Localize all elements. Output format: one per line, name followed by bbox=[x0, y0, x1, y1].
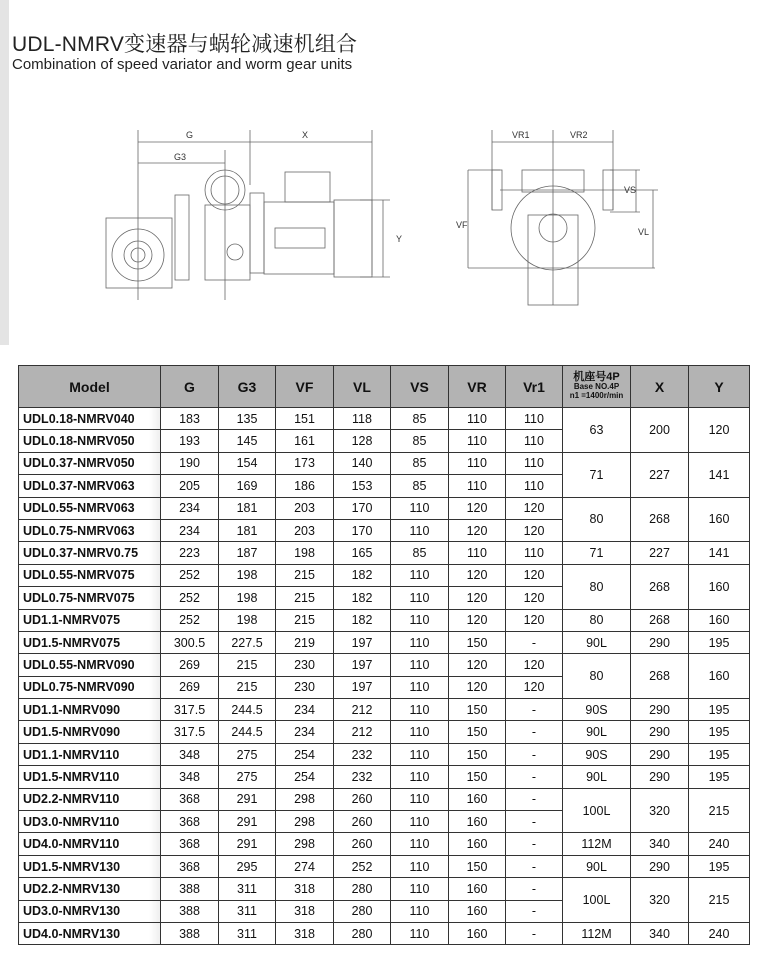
value-cell: 275 bbox=[219, 743, 276, 765]
table-row bbox=[19, 743, 750, 765]
column-header: Y bbox=[689, 366, 750, 408]
model-cell: UDL0.75-NMRV063 bbox=[19, 519, 161, 541]
value-cell: - bbox=[506, 631, 563, 653]
value-cell: 215 bbox=[219, 676, 276, 698]
page-title: UDL-NMRV变速器与蜗轮减速机组合 bbox=[12, 33, 358, 56]
value-cell: 252 bbox=[334, 855, 391, 877]
value-cell: 118 bbox=[334, 408, 391, 430]
value-cell: 300.5 bbox=[161, 631, 219, 653]
model-cell: UDL0.55-NMRV075 bbox=[19, 564, 161, 586]
value-cell: 186 bbox=[276, 475, 334, 497]
value-cell: 190 bbox=[161, 452, 219, 474]
model-cell: UD1.5-NMRV130 bbox=[19, 855, 161, 877]
value-cell: 368 bbox=[161, 811, 219, 833]
value-cell: 269 bbox=[161, 654, 219, 676]
table-row bbox=[19, 631, 750, 653]
x-cell: 320 bbox=[631, 878, 689, 923]
value-cell: 165 bbox=[334, 542, 391, 564]
model-cell: UD4.0-NMRV130 bbox=[19, 922, 161, 944]
model-cell: UD3.0-NMRV110 bbox=[19, 811, 161, 833]
value-cell: - bbox=[506, 922, 563, 944]
base-cell: 90L bbox=[563, 855, 631, 877]
column-header: VR bbox=[449, 366, 506, 408]
value-cell: 280 bbox=[334, 922, 391, 944]
value-cell: 120 bbox=[506, 654, 563, 676]
value-cell: - bbox=[506, 743, 563, 765]
value-cell: 110 bbox=[506, 542, 563, 564]
value-cell: 160 bbox=[449, 900, 506, 922]
value-cell: 120 bbox=[449, 676, 506, 698]
base-cell: 71 bbox=[563, 542, 631, 564]
base-cell: 90S bbox=[563, 699, 631, 721]
value-cell: 135 bbox=[219, 408, 276, 430]
value-cell: 252 bbox=[161, 609, 219, 631]
value-cell: - bbox=[506, 699, 563, 721]
value-cell: 120 bbox=[449, 497, 506, 519]
value-cell: 110 bbox=[449, 430, 506, 452]
x-cell: 290 bbox=[631, 699, 689, 721]
y-cell: 195 bbox=[689, 721, 750, 743]
value-cell: 110 bbox=[506, 452, 563, 474]
value-cell: 388 bbox=[161, 922, 219, 944]
value-cell: 160 bbox=[449, 878, 506, 900]
dim-label-vs: VS bbox=[624, 185, 637, 195]
value-cell: 120 bbox=[449, 564, 506, 586]
value-cell: - bbox=[506, 878, 563, 900]
model-cell: UDL0.18-NMRV040 bbox=[19, 408, 161, 430]
base-cell: 71 bbox=[563, 452, 631, 497]
value-cell: 298 bbox=[276, 811, 334, 833]
value-cell: 120 bbox=[506, 587, 563, 609]
value-cell: 110 bbox=[391, 699, 449, 721]
model-cell: UD2.2-NMRV110 bbox=[19, 788, 161, 810]
value-cell: 181 bbox=[219, 497, 276, 519]
value-cell: 212 bbox=[334, 699, 391, 721]
value-cell: 244.5 bbox=[219, 721, 276, 743]
model-cell: UD1.5-NMRV110 bbox=[19, 766, 161, 788]
page-edge-shade bbox=[0, 0, 9, 345]
value-cell: 260 bbox=[334, 833, 391, 855]
y-cell: 141 bbox=[689, 452, 750, 497]
value-cell: 280 bbox=[334, 900, 391, 922]
model-cell: UD1.1-NMRV110 bbox=[19, 743, 161, 765]
x-cell: 290 bbox=[631, 855, 689, 877]
value-cell: 110 bbox=[391, 497, 449, 519]
value-cell: 120 bbox=[449, 519, 506, 541]
value-cell: 311 bbox=[219, 900, 276, 922]
model-cell: UDL0.18-NMRV050 bbox=[19, 430, 161, 452]
value-cell: 275 bbox=[219, 766, 276, 788]
value-cell: 161 bbox=[276, 430, 334, 452]
table-row bbox=[19, 788, 750, 810]
value-cell: - bbox=[506, 900, 563, 922]
base-header-en: Base NO.4P bbox=[573, 382, 620, 391]
value-cell: 254 bbox=[276, 766, 334, 788]
value-cell: - bbox=[506, 811, 563, 833]
y-cell: 240 bbox=[689, 833, 750, 855]
base-cell: 112M bbox=[563, 922, 631, 944]
x-cell: 340 bbox=[631, 922, 689, 944]
table-row bbox=[19, 609, 750, 631]
value-cell: 169 bbox=[219, 475, 276, 497]
value-cell: 215 bbox=[219, 654, 276, 676]
value-cell: 205 bbox=[161, 475, 219, 497]
value-cell: 368 bbox=[161, 855, 219, 877]
column-header: X bbox=[631, 366, 689, 408]
y-cell: 240 bbox=[689, 922, 750, 944]
table-row bbox=[19, 699, 750, 721]
x-cell: 268 bbox=[631, 654, 689, 699]
value-cell: 110 bbox=[449, 475, 506, 497]
value-cell: 120 bbox=[506, 676, 563, 698]
value-cell: 160 bbox=[449, 811, 506, 833]
value-cell: 298 bbox=[276, 788, 334, 810]
value-cell: 110 bbox=[391, 922, 449, 944]
value-cell: 150 bbox=[449, 743, 506, 765]
value-cell: 203 bbox=[276, 497, 334, 519]
table-row bbox=[19, 878, 750, 900]
value-cell: 182 bbox=[334, 564, 391, 586]
value-cell: 232 bbox=[334, 766, 391, 788]
value-cell: 120 bbox=[449, 609, 506, 631]
x-cell: 290 bbox=[631, 743, 689, 765]
value-cell: 110 bbox=[391, 811, 449, 833]
value-cell: 110 bbox=[506, 475, 563, 497]
model-cell: UDL0.75-NMRV075 bbox=[19, 587, 161, 609]
model-cell: UD2.2-NMRV130 bbox=[19, 878, 161, 900]
dimension-table bbox=[18, 365, 750, 945]
value-cell: 110 bbox=[391, 900, 449, 922]
value-cell: 280 bbox=[334, 878, 391, 900]
value-cell: 110 bbox=[391, 609, 449, 631]
value-cell: 153 bbox=[334, 475, 391, 497]
base-cell: 90S bbox=[563, 743, 631, 765]
value-cell: 160 bbox=[449, 833, 506, 855]
dim-label-y: Y bbox=[396, 234, 403, 244]
value-cell: 388 bbox=[161, 878, 219, 900]
value-cell: 348 bbox=[161, 766, 219, 788]
y-cell: 215 bbox=[689, 788, 750, 833]
value-cell: 260 bbox=[334, 811, 391, 833]
value-cell: 85 bbox=[391, 408, 449, 430]
value-cell: 298 bbox=[276, 833, 334, 855]
x-cell: 290 bbox=[631, 631, 689, 653]
value-cell: - bbox=[506, 766, 563, 788]
value-cell: 212 bbox=[334, 721, 391, 743]
value-cell: 182 bbox=[334, 587, 391, 609]
base-cell: 100L bbox=[563, 788, 631, 833]
value-cell: 219 bbox=[276, 631, 334, 653]
value-cell: 234 bbox=[161, 497, 219, 519]
value-cell: 110 bbox=[391, 766, 449, 788]
value-cell: 252 bbox=[161, 564, 219, 586]
value-cell: 85 bbox=[391, 542, 449, 564]
dim-label-vl: VL bbox=[638, 227, 650, 237]
model-cell: UDL0.55-NMRV063 bbox=[19, 497, 161, 519]
value-cell: 198 bbox=[219, 609, 276, 631]
value-cell: 388 bbox=[161, 900, 219, 922]
value-cell: 170 bbox=[334, 519, 391, 541]
value-cell: 150 bbox=[449, 631, 506, 653]
value-cell: 145 bbox=[219, 430, 276, 452]
value-cell: 203 bbox=[276, 519, 334, 541]
value-cell: 348 bbox=[161, 743, 219, 765]
dim-label-vf: VF bbox=[456, 220, 468, 230]
x-cell: 200 bbox=[631, 408, 689, 453]
value-cell: 110 bbox=[391, 676, 449, 698]
value-cell: 150 bbox=[449, 699, 506, 721]
value-cell: 110 bbox=[391, 721, 449, 743]
y-cell: 120 bbox=[689, 408, 750, 453]
value-cell: 317.5 bbox=[161, 699, 219, 721]
value-cell: 227.5 bbox=[219, 631, 276, 653]
x-cell: 340 bbox=[631, 833, 689, 855]
value-cell: 120 bbox=[506, 497, 563, 519]
column-header: VL bbox=[334, 366, 391, 408]
model-cell: UDL0.37-NMRV063 bbox=[19, 475, 161, 497]
value-cell: 85 bbox=[391, 475, 449, 497]
y-cell: 160 bbox=[689, 609, 750, 631]
value-cell: 110 bbox=[391, 631, 449, 653]
value-cell: 150 bbox=[449, 855, 506, 877]
value-cell: 110 bbox=[391, 788, 449, 810]
value-cell: 120 bbox=[506, 564, 563, 586]
value-cell: 368 bbox=[161, 788, 219, 810]
base-cell: 63 bbox=[563, 408, 631, 453]
value-cell: 234 bbox=[276, 699, 334, 721]
y-cell: 160 bbox=[689, 654, 750, 699]
value-cell: 311 bbox=[219, 878, 276, 900]
value-cell: 291 bbox=[219, 833, 276, 855]
value-cell: 254 bbox=[276, 743, 334, 765]
table-row bbox=[19, 497, 750, 519]
value-cell: 234 bbox=[276, 721, 334, 743]
dim-label-g3: G3 bbox=[174, 152, 187, 162]
y-cell: 215 bbox=[689, 878, 750, 923]
base-cell: 80 bbox=[563, 654, 631, 699]
x-cell: 227 bbox=[631, 542, 689, 564]
value-cell: 182 bbox=[334, 609, 391, 631]
value-cell: 110 bbox=[391, 654, 449, 676]
value-cell: 198 bbox=[276, 542, 334, 564]
value-cell: 120 bbox=[506, 519, 563, 541]
value-cell: 197 bbox=[334, 676, 391, 698]
value-cell: 215 bbox=[276, 587, 334, 609]
table-row bbox=[19, 922, 750, 944]
value-cell: 150 bbox=[449, 766, 506, 788]
value-cell: 110 bbox=[449, 408, 506, 430]
base-header-cn: 机座号4P bbox=[573, 371, 620, 383]
dim-label-x: X bbox=[302, 130, 309, 140]
dim-label-vr1: VR1 bbox=[512, 130, 530, 140]
value-cell: 110 bbox=[391, 878, 449, 900]
value-cell: 198 bbox=[219, 587, 276, 609]
base-cell: 80 bbox=[563, 564, 631, 609]
value-cell: 110 bbox=[506, 430, 563, 452]
value-cell: 187 bbox=[219, 542, 276, 564]
value-cell: 193 bbox=[161, 430, 219, 452]
value-cell: 223 bbox=[161, 542, 219, 564]
column-header: G3 bbox=[219, 366, 276, 408]
y-cell: 195 bbox=[689, 855, 750, 877]
value-cell: 252 bbox=[161, 587, 219, 609]
base-cell: 90L bbox=[563, 766, 631, 788]
value-cell: 230 bbox=[276, 654, 334, 676]
x-cell: 290 bbox=[631, 721, 689, 743]
column-header bbox=[563, 366, 631, 408]
value-cell: 318 bbox=[276, 922, 334, 944]
front-view-drawing bbox=[440, 120, 680, 310]
value-cell: 230 bbox=[276, 676, 334, 698]
value-cell: 173 bbox=[276, 452, 334, 474]
value-cell: 150 bbox=[449, 721, 506, 743]
value-cell: 110 bbox=[506, 408, 563, 430]
value-cell: 85 bbox=[391, 430, 449, 452]
model-cell: UDL0.55-NMRV090 bbox=[19, 654, 161, 676]
table-row bbox=[19, 564, 750, 586]
value-cell: 311 bbox=[219, 922, 276, 944]
value-cell: 197 bbox=[334, 631, 391, 653]
value-cell: 128 bbox=[334, 430, 391, 452]
value-cell: 291 bbox=[219, 788, 276, 810]
table-row bbox=[19, 833, 750, 855]
value-cell: 120 bbox=[506, 609, 563, 631]
value-cell: - bbox=[506, 855, 563, 877]
value-cell: 269 bbox=[161, 676, 219, 698]
value-cell: 197 bbox=[334, 654, 391, 676]
value-cell: 110 bbox=[391, 519, 449, 541]
model-cell: UD3.0-NMRV130 bbox=[19, 900, 161, 922]
dim-label-g: G bbox=[186, 130, 194, 140]
table-row bbox=[19, 855, 750, 877]
value-cell: 295 bbox=[219, 855, 276, 877]
value-cell: 232 bbox=[334, 743, 391, 765]
value-cell: 291 bbox=[219, 811, 276, 833]
model-cell: UD1.1-NMRV075 bbox=[19, 609, 161, 631]
value-cell: 110 bbox=[391, 587, 449, 609]
base-cell: 100L bbox=[563, 878, 631, 923]
value-cell: 110 bbox=[449, 542, 506, 564]
table-row bbox=[19, 542, 750, 564]
y-cell: 195 bbox=[689, 699, 750, 721]
value-cell: 274 bbox=[276, 855, 334, 877]
model-cell: UD1.5-NMRV090 bbox=[19, 721, 161, 743]
y-cell: 195 bbox=[689, 743, 750, 765]
value-cell: 110 bbox=[391, 833, 449, 855]
base-cell: 90L bbox=[563, 721, 631, 743]
value-cell: 140 bbox=[334, 452, 391, 474]
value-cell: 110 bbox=[391, 855, 449, 877]
value-cell: 198 bbox=[219, 564, 276, 586]
value-cell: 110 bbox=[391, 743, 449, 765]
base-cell: 80 bbox=[563, 497, 631, 542]
base-cell: 80 bbox=[563, 609, 631, 631]
table-row bbox=[19, 766, 750, 788]
side-view-drawing bbox=[90, 120, 420, 300]
value-cell: 120 bbox=[449, 587, 506, 609]
x-cell: 290 bbox=[631, 766, 689, 788]
value-cell: 260 bbox=[334, 788, 391, 810]
y-cell: 160 bbox=[689, 564, 750, 609]
y-cell: 160 bbox=[689, 497, 750, 542]
value-cell: - bbox=[506, 833, 563, 855]
table-row bbox=[19, 452, 750, 474]
value-cell: - bbox=[506, 721, 563, 743]
value-cell: - bbox=[506, 788, 563, 810]
x-cell: 268 bbox=[631, 497, 689, 542]
x-cell: 268 bbox=[631, 564, 689, 609]
value-cell: 317.5 bbox=[161, 721, 219, 743]
table-row bbox=[19, 408, 750, 430]
value-cell: 318 bbox=[276, 900, 334, 922]
column-header: Model bbox=[19, 366, 161, 408]
y-cell: 141 bbox=[689, 542, 750, 564]
dim-label-vr2: VR2 bbox=[570, 130, 588, 140]
value-cell: 215 bbox=[276, 609, 334, 631]
base-cell: 90L bbox=[563, 631, 631, 653]
column-header: G bbox=[161, 366, 219, 408]
page-subtitle: Combination of speed variator and worm gear units bbox=[12, 56, 353, 73]
model-cell: UD1.5-NMRV075 bbox=[19, 631, 161, 653]
value-cell: 110 bbox=[391, 564, 449, 586]
base-header-speed: n1 =1400r/min bbox=[569, 391, 624, 400]
x-cell: 320 bbox=[631, 788, 689, 833]
value-cell: 85 bbox=[391, 452, 449, 474]
table-row bbox=[19, 721, 750, 743]
model-cell: UDL0.75-NMRV090 bbox=[19, 676, 161, 698]
model-cell: UDL0.37-NMRV0.75 bbox=[19, 542, 161, 564]
value-cell: 170 bbox=[334, 497, 391, 519]
y-cell: 195 bbox=[689, 631, 750, 653]
value-cell: 154 bbox=[219, 452, 276, 474]
value-cell: 368 bbox=[161, 833, 219, 855]
value-cell: 151 bbox=[276, 408, 334, 430]
model-cell: UD4.0-NMRV110 bbox=[19, 833, 161, 855]
model-cell: UD1.1-NMRV090 bbox=[19, 699, 161, 721]
column-header: Vr1 bbox=[506, 366, 563, 408]
table-row bbox=[19, 654, 750, 676]
column-header: VF bbox=[276, 366, 334, 408]
value-cell: 183 bbox=[161, 408, 219, 430]
value-cell: 160 bbox=[449, 922, 506, 944]
x-cell: 227 bbox=[631, 452, 689, 497]
value-cell: 244.5 bbox=[219, 699, 276, 721]
value-cell: 120 bbox=[449, 654, 506, 676]
column-header: VS bbox=[391, 366, 449, 408]
model-cell: UDL0.37-NMRV050 bbox=[19, 452, 161, 474]
value-cell: 215 bbox=[276, 564, 334, 586]
value-cell: 160 bbox=[449, 788, 506, 810]
value-cell: 181 bbox=[219, 519, 276, 541]
table-header-row bbox=[19, 366, 750, 408]
base-cell: 112M bbox=[563, 833, 631, 855]
y-cell: 195 bbox=[689, 766, 750, 788]
value-cell: 318 bbox=[276, 878, 334, 900]
value-cell: 234 bbox=[161, 519, 219, 541]
x-cell: 268 bbox=[631, 609, 689, 631]
value-cell: 110 bbox=[449, 452, 506, 474]
